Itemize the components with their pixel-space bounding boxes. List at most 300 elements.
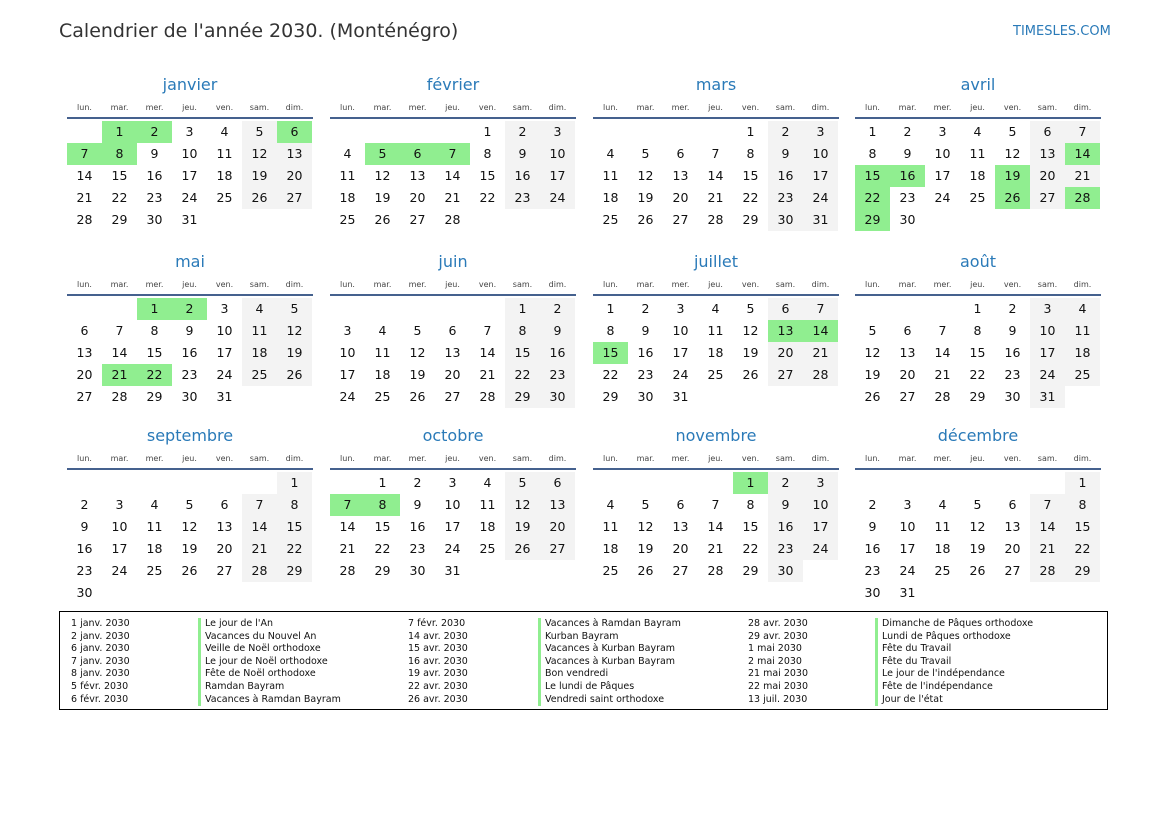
day-cell: 2 bbox=[137, 121, 172, 143]
legend-date: 1 janv. 2030 bbox=[71, 618, 130, 629]
day-cell: 28 bbox=[479, 389, 496, 404]
legend-date: 1 mai 2030 bbox=[748, 643, 802, 655]
legend-holiday-name: Vacances à Kurban Bayram bbox=[545, 643, 676, 655]
day-cell: 22 bbox=[479, 190, 496, 205]
day-cell: 2 bbox=[768, 121, 803, 143]
day-cell: 2 bbox=[413, 475, 422, 490]
day-cell: 24 bbox=[803, 538, 838, 560]
day-cell: 26 bbox=[742, 367, 759, 382]
day-cell: 1 bbox=[868, 124, 877, 139]
weekday-label: lun. bbox=[865, 103, 880, 112]
day-cell: 30 bbox=[76, 585, 93, 600]
day-cell: 25 bbox=[602, 212, 619, 227]
day-cell: 13 bbox=[540, 494, 575, 516]
day-cell: 20 bbox=[444, 367, 461, 382]
month-rule bbox=[67, 294, 313, 296]
day-cell: 11 bbox=[479, 497, 496, 512]
day-cell: 27 bbox=[1030, 187, 1065, 209]
day-cell: 19 bbox=[637, 541, 654, 556]
day-cell: 13 bbox=[899, 345, 916, 360]
day-cell: 6 bbox=[540, 472, 575, 494]
day-cell: 14 bbox=[76, 168, 93, 183]
legend-date: 28 avr. 2030 bbox=[748, 618, 808, 629]
day-cell: 22 bbox=[969, 367, 986, 382]
day-cell: 24 bbox=[1030, 364, 1065, 386]
day-cell: 6 bbox=[1008, 497, 1017, 512]
legend-holiday-name: Le jour de Noël orthodoxe bbox=[205, 655, 328, 667]
weekday-label: mar. bbox=[110, 280, 129, 289]
day-cell: 3 bbox=[803, 121, 838, 143]
month-rule bbox=[330, 468, 576, 470]
month-rule bbox=[593, 468, 839, 470]
day-cell: 18 bbox=[479, 519, 496, 534]
weekday-label: mer. bbox=[408, 103, 427, 112]
day-cell: 7 bbox=[1065, 121, 1100, 143]
day-cell: 3 bbox=[115, 497, 124, 512]
day-cell: 22 bbox=[602, 367, 619, 382]
day-cell: 4 bbox=[606, 146, 615, 161]
legend-date: 14 avr. 2030 bbox=[408, 630, 468, 642]
weekday-label: jeu. bbox=[708, 103, 723, 112]
weekday-label: mer. bbox=[933, 280, 952, 289]
day-cell: 3 bbox=[220, 301, 229, 316]
legend-holiday-name: Ramdan Bayram bbox=[205, 680, 285, 692]
month-name: novembre bbox=[675, 426, 757, 445]
day-cell: 27 bbox=[444, 389, 461, 404]
day-cell: 23 bbox=[864, 563, 881, 578]
day-cell: 15 bbox=[146, 345, 163, 360]
weekday-label: sam. bbox=[512, 454, 533, 463]
day-cell: 14 bbox=[707, 168, 724, 183]
day-cell: 7 bbox=[330, 494, 365, 516]
weekday-label: ven. bbox=[478, 280, 497, 289]
day-cell: 25 bbox=[707, 367, 724, 382]
day-cell: 6 bbox=[400, 143, 435, 165]
day-cell: 24 bbox=[672, 367, 689, 382]
day-cell: 8 bbox=[1065, 494, 1100, 516]
day-cell: 4 bbox=[1065, 298, 1100, 320]
legend-holiday-name: Fête de Noël orthodoxe bbox=[205, 668, 316, 680]
month-name: juin bbox=[438, 252, 468, 271]
day-cell: 12 bbox=[374, 168, 391, 183]
day-cell: 10 bbox=[111, 519, 128, 534]
day-cell: 9 bbox=[150, 146, 159, 161]
day-cell: 3 bbox=[803, 472, 838, 494]
weekday-label: lun. bbox=[340, 454, 355, 463]
day-cell: 16 bbox=[540, 342, 575, 364]
day-cell: 18 bbox=[339, 190, 356, 205]
day-cell: 23 bbox=[899, 190, 916, 205]
day-cell: 5 bbox=[242, 121, 277, 143]
month-name: juillet bbox=[693, 252, 739, 271]
day-cell: 11 bbox=[934, 519, 951, 534]
day-cell: 23 bbox=[146, 190, 163, 205]
day-cell: 1 bbox=[746, 124, 755, 139]
legend-holiday-name: Vacances du Nouvel An bbox=[205, 630, 317, 642]
day-cell: 26 bbox=[374, 212, 391, 227]
weekday-label: lun. bbox=[865, 280, 880, 289]
day-cell: 14 bbox=[707, 519, 724, 534]
day-cell: 3 bbox=[343, 323, 352, 338]
day-cell: 9 bbox=[80, 519, 89, 534]
day-cell: 1 bbox=[733, 472, 768, 494]
day-cell: 14 bbox=[444, 168, 461, 183]
weekday-label: mer. bbox=[933, 103, 952, 112]
day-cell: 4 bbox=[378, 323, 387, 338]
day-cell: 30 bbox=[864, 585, 881, 600]
day-cell: 30 bbox=[540, 386, 575, 408]
day-cell: 1 bbox=[102, 121, 137, 143]
day-cell: 24 bbox=[899, 563, 916, 578]
day-cell: 3 bbox=[540, 121, 575, 143]
day-cell: 7 bbox=[711, 497, 720, 512]
day-cell: 1 bbox=[505, 298, 540, 320]
day-cell: 25 bbox=[339, 212, 356, 227]
day-cell: 3 bbox=[938, 124, 947, 139]
month-name: octobre bbox=[422, 426, 484, 445]
day-cell: 6 bbox=[676, 146, 685, 161]
day-cell: 11 bbox=[339, 168, 356, 183]
day-cell: 15 bbox=[1065, 516, 1100, 538]
day-cell: 22 bbox=[137, 364, 172, 386]
weekday-label: sam. bbox=[249, 454, 270, 463]
legend-dates-col bbox=[748, 618, 808, 706]
day-cell: 5 bbox=[413, 323, 422, 338]
day-cell: 20 bbox=[540, 516, 575, 538]
day-cell: 31 bbox=[181, 212, 198, 227]
legend-holiday-name: Bon vendredi bbox=[545, 668, 609, 680]
month-name: janvier bbox=[162, 75, 218, 94]
legend-date: 2 mai 2030 bbox=[748, 655, 802, 667]
day-cell: 7 bbox=[67, 143, 102, 165]
legend-holiday-name: Le jour de l'indépendance bbox=[882, 668, 1005, 680]
day-cell: 15 bbox=[742, 519, 759, 534]
day-cell: 4 bbox=[150, 497, 159, 512]
day-cell: 30 bbox=[146, 212, 163, 227]
day-cell: 27 bbox=[672, 563, 689, 578]
day-cell: 15 bbox=[593, 342, 628, 364]
day-cell: 1 bbox=[378, 475, 387, 490]
day-cell: 8 bbox=[102, 143, 137, 165]
day-cell: 4 bbox=[973, 124, 982, 139]
day-cell: 21 bbox=[934, 367, 951, 382]
weekday-label: mar. bbox=[898, 103, 917, 112]
legend-date: 2 janv. 2030 bbox=[71, 630, 130, 642]
day-cell: 28 bbox=[803, 364, 838, 386]
day-cell: 4 bbox=[220, 124, 229, 139]
page-title: Calendrier de l'année 2030. (Monténégro) bbox=[59, 20, 459, 42]
day-cell: 21 bbox=[479, 367, 496, 382]
day-cell: 29 bbox=[969, 389, 986, 404]
day-cell: 29 bbox=[742, 212, 759, 227]
day-cell: 13 bbox=[216, 519, 233, 534]
day-cell: 30 bbox=[899, 212, 916, 227]
day-cell: 5 bbox=[505, 472, 540, 494]
month-name: février bbox=[426, 75, 480, 94]
weekday-label: mar. bbox=[110, 103, 129, 112]
weekday-label: lun. bbox=[340, 280, 355, 289]
legend-names-col bbox=[538, 618, 681, 706]
day-cell: 21 bbox=[444, 190, 461, 205]
day-cell: 9 bbox=[903, 146, 912, 161]
day-cell: 1 bbox=[1065, 472, 1100, 494]
day-cell: 9 bbox=[641, 323, 650, 338]
day-cell: 26 bbox=[409, 389, 426, 404]
weekday-label: jeu. bbox=[970, 280, 985, 289]
legend-date: 7 févr. 2030 bbox=[408, 618, 466, 629]
day-cell: 18 bbox=[1065, 342, 1100, 364]
weekday-label: dim. bbox=[1073, 454, 1092, 463]
day-cell: 29 bbox=[374, 563, 391, 578]
day-cell: 13 bbox=[672, 519, 689, 534]
day-cell: 21 bbox=[1065, 165, 1100, 187]
day-cell: 16 bbox=[76, 541, 93, 556]
weekday-label: ven. bbox=[741, 103, 760, 112]
day-cell: 19 bbox=[864, 367, 881, 382]
day-cell: 17 bbox=[803, 165, 838, 187]
day-cell: 19 bbox=[742, 345, 759, 360]
day-cell: 17 bbox=[899, 541, 916, 556]
day-cell: 23 bbox=[768, 538, 803, 560]
day-cell: 1 bbox=[277, 472, 312, 494]
month-rule bbox=[67, 468, 313, 470]
day-cell: 12 bbox=[505, 494, 540, 516]
weekday-label: sam. bbox=[512, 103, 533, 112]
legend-date: 26 avr. 2030 bbox=[408, 693, 468, 705]
weekday-label: mar. bbox=[636, 280, 655, 289]
weekday-label: lun. bbox=[865, 454, 880, 463]
day-cell: 21 bbox=[707, 190, 724, 205]
day-cell: 17 bbox=[672, 345, 689, 360]
day-cell: 9 bbox=[185, 323, 194, 338]
day-cell: 2 bbox=[1008, 301, 1017, 316]
day-cell: 25 bbox=[216, 190, 233, 205]
day-cell: 16 bbox=[1004, 345, 1021, 360]
day-cell: 16 bbox=[181, 345, 198, 360]
legend-names-col bbox=[875, 618, 1033, 706]
day-cell: 25 bbox=[934, 563, 951, 578]
day-cell: 12 bbox=[742, 323, 759, 338]
day-cell: 26 bbox=[995, 187, 1030, 209]
day-cell: 10 bbox=[444, 497, 461, 512]
day-cell: 19 bbox=[277, 342, 312, 364]
weekday-label: lun. bbox=[77, 280, 92, 289]
legend-date: 21 mai 2030 bbox=[748, 668, 809, 680]
day-cell: 26 bbox=[637, 212, 654, 227]
day-cell: 13 bbox=[409, 168, 426, 183]
weekday-label: mar. bbox=[373, 280, 392, 289]
weekday-label: ven. bbox=[1003, 103, 1022, 112]
weekday-label: dim. bbox=[548, 280, 567, 289]
weekday-label: sam. bbox=[775, 454, 796, 463]
day-cell: 17 bbox=[934, 168, 951, 183]
day-cell: 28 bbox=[1030, 560, 1065, 582]
weekday-label: dim. bbox=[548, 454, 567, 463]
weekday-label: jeu. bbox=[445, 103, 460, 112]
day-cell: 23 bbox=[637, 367, 654, 382]
day-cell: 16 bbox=[768, 165, 803, 187]
day-cell: 19 bbox=[374, 190, 391, 205]
day-cell: 3 bbox=[676, 301, 685, 316]
day-cell: 26 bbox=[181, 563, 198, 578]
day-cell: 22 bbox=[742, 190, 759, 205]
day-cell: 10 bbox=[934, 146, 951, 161]
legend-holiday-name: Lundi de Pâques orthodoxe bbox=[882, 630, 1011, 642]
day-cell: 13 bbox=[444, 345, 461, 360]
day-cell: 13 bbox=[76, 345, 93, 360]
weekday-label: sam. bbox=[512, 280, 533, 289]
day-cell: 12 bbox=[181, 519, 198, 534]
weekday-label: mer. bbox=[408, 280, 427, 289]
day-cell: 30 bbox=[768, 209, 803, 231]
legend-date: 7 janv. 2030 bbox=[71, 655, 130, 667]
day-cell: 20 bbox=[216, 541, 233, 556]
day-cell: 27 bbox=[277, 187, 312, 209]
day-cell: 10 bbox=[339, 345, 356, 360]
weekday-label: mar. bbox=[373, 103, 392, 112]
legend-holiday-name: Fête du Travail bbox=[882, 643, 952, 655]
legend-names-col bbox=[198, 618, 341, 706]
day-cell: 24 bbox=[216, 367, 233, 382]
weekday-label: mer. bbox=[671, 103, 690, 112]
day-cell: 17 bbox=[444, 519, 461, 534]
day-cell: 9 bbox=[868, 519, 877, 534]
day-cell: 25 bbox=[374, 389, 391, 404]
day-cell: 21 bbox=[242, 538, 277, 560]
day-cell: 5 bbox=[277, 298, 312, 320]
weekday-label: mer. bbox=[145, 280, 164, 289]
day-cell: 30 bbox=[1004, 389, 1021, 404]
day-cell: 10 bbox=[803, 494, 838, 516]
day-cell: 25 bbox=[1065, 364, 1100, 386]
day-cell: 4 bbox=[343, 146, 352, 161]
day-cell: 13 bbox=[1030, 143, 1065, 165]
day-cell: 4 bbox=[711, 301, 720, 316]
day-cell: 6 bbox=[80, 323, 89, 338]
day-cell: 13 bbox=[672, 168, 689, 183]
day-cell: 11 bbox=[602, 168, 619, 183]
weekday-label: ven. bbox=[1003, 454, 1022, 463]
day-cell: 4 bbox=[606, 497, 615, 512]
day-cell: 18 bbox=[934, 541, 951, 556]
legend-date: 8 janv. 2030 bbox=[71, 668, 130, 680]
day-cell: 8 bbox=[868, 146, 877, 161]
day-cell: 19 bbox=[995, 165, 1030, 187]
day-cell: 2 bbox=[505, 121, 540, 143]
day-cell: 22 bbox=[1065, 538, 1100, 560]
day-cell: 14 bbox=[339, 519, 356, 534]
legend-holiday-name: Dimanche de Pâques orthodoxe bbox=[882, 618, 1034, 629]
day-cell: 16 bbox=[637, 345, 654, 360]
day-cell: 2 bbox=[540, 298, 575, 320]
day-cell: 1 bbox=[137, 298, 172, 320]
weekday-label: jeu. bbox=[708, 280, 723, 289]
day-cell: 17 bbox=[181, 168, 198, 183]
day-cell: 20 bbox=[899, 367, 916, 382]
month-name: mai bbox=[175, 252, 205, 271]
weekday-label: mar. bbox=[898, 280, 917, 289]
weekday-label: ven. bbox=[215, 280, 234, 289]
day-cell: 27 bbox=[768, 364, 803, 386]
day-cell: 2 bbox=[172, 298, 207, 320]
day-cell: 24 bbox=[181, 190, 198, 205]
weekday-label: dim. bbox=[285, 454, 304, 463]
day-cell: 28 bbox=[1065, 187, 1100, 209]
day-cell: 12 bbox=[277, 320, 312, 342]
legend-date: 6 janv. 2030 bbox=[71, 643, 130, 655]
day-cell: 9 bbox=[768, 494, 803, 516]
day-cell: 8 bbox=[746, 497, 755, 512]
day-cell: 28 bbox=[934, 389, 951, 404]
day-cell: 25 bbox=[146, 563, 163, 578]
legend-holiday-name: Veille de Noël orthodoxe bbox=[205, 643, 321, 655]
day-cell: 31 bbox=[803, 209, 838, 231]
weekday-label: sam. bbox=[1037, 103, 1058, 112]
day-cell: 18 bbox=[707, 345, 724, 360]
day-cell: 1 bbox=[483, 124, 492, 139]
day-cell: 11 bbox=[146, 519, 163, 534]
day-cell: 25 bbox=[602, 563, 619, 578]
holiday-legend bbox=[59, 611, 1108, 710]
brand-link[interactable]: TIMESLES.COM bbox=[1013, 24, 1111, 39]
legend-holiday-name: Fête du Travail bbox=[882, 655, 952, 667]
day-cell: 31 bbox=[1030, 386, 1065, 408]
day-cell: 10 bbox=[672, 323, 689, 338]
day-cell: 14 bbox=[242, 516, 277, 538]
legend-dates-col bbox=[408, 618, 468, 706]
day-cell: 19 bbox=[969, 541, 986, 556]
day-cell: 16 bbox=[864, 541, 881, 556]
weekday-label: mar. bbox=[636, 454, 655, 463]
day-cell: 11 bbox=[216, 146, 233, 161]
day-cell: 14 bbox=[803, 320, 838, 342]
day-cell: 27 bbox=[216, 563, 233, 578]
day-cell: 28 bbox=[444, 212, 461, 227]
day-cell: 6 bbox=[903, 323, 912, 338]
legend-holiday-name: Le jour de l'An bbox=[205, 618, 274, 629]
day-cell: 9 bbox=[1008, 323, 1017, 338]
day-cell: 14 bbox=[479, 345, 496, 360]
month-rule bbox=[593, 294, 839, 296]
day-cell: 16 bbox=[768, 516, 803, 538]
legend-date: 15 avr. 2030 bbox=[408, 643, 468, 655]
month-name: avril bbox=[960, 75, 996, 94]
legend-dates-col bbox=[71, 618, 130, 706]
day-cell: 2 bbox=[868, 497, 877, 512]
day-cell: 24 bbox=[339, 389, 356, 404]
day-cell: 25 bbox=[242, 364, 277, 386]
day-cell: 8 bbox=[365, 494, 400, 516]
day-cell: 7 bbox=[242, 494, 277, 516]
weekday-label: jeu. bbox=[182, 103, 197, 112]
day-cell: 7 bbox=[711, 146, 720, 161]
weekday-label: dim. bbox=[1073, 103, 1092, 112]
day-cell: 30 bbox=[637, 389, 654, 404]
weekday-label: dim. bbox=[285, 103, 304, 112]
day-cell: 5 bbox=[641, 146, 650, 161]
weekday-label: jeu. bbox=[970, 103, 985, 112]
day-cell: 5 bbox=[973, 497, 982, 512]
day-cell: 6 bbox=[1030, 121, 1065, 143]
weekday-label: mer. bbox=[933, 454, 952, 463]
day-cell: 23 bbox=[505, 187, 540, 209]
legend-date: 29 avr. 2030 bbox=[748, 630, 808, 642]
day-cell: 10 bbox=[216, 323, 233, 338]
day-cell: 18 bbox=[146, 541, 163, 556]
day-cell: 8 bbox=[606, 323, 615, 338]
weekday-label: mer. bbox=[145, 103, 164, 112]
legend-holiday-name: Vendredi saint orthodoxe bbox=[545, 693, 665, 705]
